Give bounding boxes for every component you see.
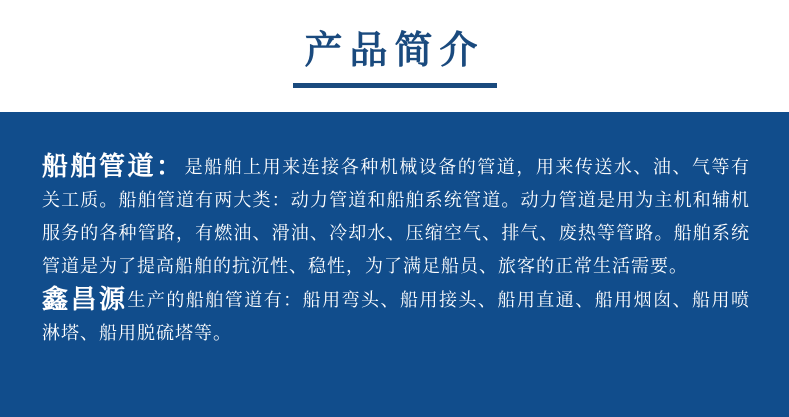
paragraph-lead-company-name: 鑫昌源 — [42, 284, 128, 314]
intro-content-panel — [0, 112, 789, 417]
pipeline-description-paragraph — [42, 150, 750, 283]
section-header — [0, 0, 789, 112]
paragraph-text: 生产的船舶管道有：船用弯头、船用接头、船用直通、船用烟囱、船用喷淋塔、船用脱硫塔等。 — [42, 290, 750, 343]
title-underline — [293, 83, 497, 88]
company-products-paragraph — [42, 283, 750, 350]
page-title: 产品简介 — [304, 30, 485, 72]
paragraph-text: 是船舶上用来连接各种机械设备的管道，用来传送水、油、气等有关工质。船舶管道有两大类：动力管道和船舶系统管道。动力管道是用为主机和辅机服务的各种管路，有燃油、滑油、冷却水、压缩空气、排气、废热等管路。船舶系统管道是为了提高船舶的抗沉性、稳性，为了满足船员、旅客的正常生活需要。 — [42, 157, 750, 276]
paragraph-lead-ship-pipeline: 船舶管道： — [42, 151, 185, 181]
